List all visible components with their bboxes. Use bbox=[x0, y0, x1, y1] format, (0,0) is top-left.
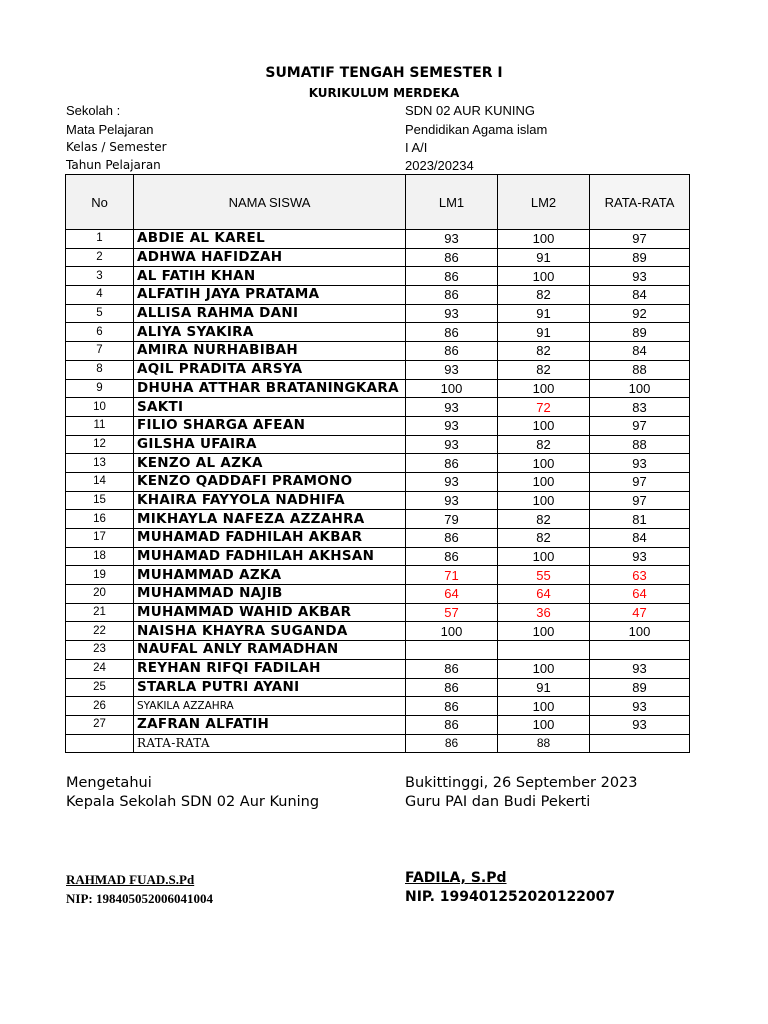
score-lm2: 100 bbox=[498, 454, 590, 473]
table-row bbox=[66, 585, 690, 604]
row-number: 25 bbox=[66, 678, 134, 697]
row-number: 9 bbox=[66, 379, 134, 398]
info-value-class: I A/I bbox=[405, 140, 428, 155]
row-number: 22 bbox=[66, 622, 134, 641]
row-number: 16 bbox=[66, 510, 134, 529]
score-average: 63 bbox=[590, 566, 690, 585]
score-lm2: 100 bbox=[498, 547, 590, 566]
score-table bbox=[65, 174, 690, 753]
table-row bbox=[66, 248, 690, 267]
score-lm2: 72 bbox=[498, 398, 590, 417]
document-subtitle: KURIKULUM MERDEKA bbox=[308, 86, 460, 100]
row-number: 11 bbox=[66, 416, 134, 435]
score-average: 89 bbox=[590, 323, 690, 342]
score-average: 97 bbox=[590, 491, 690, 510]
score-lm2: 100 bbox=[498, 379, 590, 398]
score-average: 97 bbox=[590, 416, 690, 435]
score-lm2: 64 bbox=[498, 585, 590, 604]
score-lm1: 86 bbox=[406, 547, 498, 566]
table-row bbox=[66, 603, 690, 622]
score-average: 93 bbox=[590, 715, 690, 734]
info-label-school: Sekolah : bbox=[66, 103, 121, 118]
score-lm2: 91 bbox=[498, 304, 590, 323]
score-lm1: 86 bbox=[406, 267, 498, 286]
score-lm2: 82 bbox=[498, 360, 590, 379]
table-row bbox=[66, 566, 690, 585]
student-name: KENZO QADDAFI PRAMONO bbox=[134, 472, 406, 491]
score-lm2: 100 bbox=[498, 697, 590, 716]
score-lm1: 64 bbox=[406, 585, 498, 604]
score-lm1 bbox=[406, 641, 498, 660]
score-lm1: 93 bbox=[406, 472, 498, 491]
student-name: ABDIE AL KAREL bbox=[134, 230, 406, 249]
table-row bbox=[66, 304, 690, 323]
score-lm1: 71 bbox=[406, 566, 498, 585]
row-number: 19 bbox=[66, 566, 134, 585]
score-lm2: 100 bbox=[498, 715, 590, 734]
table-row bbox=[66, 622, 690, 641]
student-name: ADHWA HAFIDZAH bbox=[134, 248, 406, 267]
student-name: STARLA PUTRI AYANI bbox=[134, 678, 406, 697]
score-lm1: 86 bbox=[406, 454, 498, 473]
score-average: 88 bbox=[590, 435, 690, 454]
teacher-name: FADILA, S.Pd bbox=[405, 870, 507, 886]
score-lm1: 57 bbox=[406, 603, 498, 622]
score-lm2: 82 bbox=[498, 286, 590, 305]
row-number: 8 bbox=[66, 360, 134, 379]
student-name: SAKTI bbox=[134, 398, 406, 417]
score-lm1: 86 bbox=[406, 659, 498, 678]
table-row bbox=[66, 472, 690, 491]
score-lm2: 100 bbox=[498, 416, 590, 435]
score-average: 88 bbox=[590, 360, 690, 379]
header-average: RATA-RATA bbox=[590, 175, 690, 230]
table-row bbox=[66, 510, 690, 529]
left-sign-line1: Mengetahui bbox=[66, 775, 152, 791]
table-footer-row bbox=[66, 734, 690, 753]
table-row bbox=[66, 659, 690, 678]
student-name: ALIYA SYAKIRA bbox=[134, 323, 406, 342]
score-lm1: 86 bbox=[406, 678, 498, 697]
score-average: 83 bbox=[590, 398, 690, 417]
score-lm1: 86 bbox=[406, 286, 498, 305]
student-name: ZAFRAN ALFATIH bbox=[134, 715, 406, 734]
student-name: AL FATIH KHAN bbox=[134, 267, 406, 286]
row-number: 1 bbox=[66, 230, 134, 249]
table-body bbox=[66, 230, 690, 735]
score-average: 93 bbox=[590, 659, 690, 678]
score-average: 81 bbox=[590, 510, 690, 529]
score-average: 84 bbox=[590, 342, 690, 361]
score-lm1: 86 bbox=[406, 248, 498, 267]
table-row bbox=[66, 454, 690, 473]
score-lm1: 86 bbox=[406, 697, 498, 716]
student-name: ALFATIH JAYA PRATAMA bbox=[134, 286, 406, 305]
score-average: 93 bbox=[590, 697, 690, 716]
score-average: 92 bbox=[590, 304, 690, 323]
score-lm2: 91 bbox=[498, 323, 590, 342]
score-lm1: 93 bbox=[406, 416, 498, 435]
header-no: No bbox=[66, 175, 134, 230]
teacher-nip: NIP. 199401252020122007 bbox=[405, 889, 616, 905]
score-lm2: 100 bbox=[498, 230, 590, 249]
score-average: 84 bbox=[590, 286, 690, 305]
table-header-row bbox=[66, 175, 690, 230]
score-average: 47 bbox=[590, 603, 690, 622]
score-average: 64 bbox=[590, 585, 690, 604]
student-name: FILIO SHARGA AFEAN bbox=[134, 416, 406, 435]
student-name: KHAIRA FAYYOLA NADHIFA bbox=[134, 491, 406, 510]
row-number: 23 bbox=[66, 641, 134, 660]
table-row bbox=[66, 360, 690, 379]
score-lm2: 82 bbox=[498, 529, 590, 548]
row-number: 5 bbox=[66, 304, 134, 323]
header-lm1: LM1 bbox=[406, 175, 498, 230]
student-name: NAUFAL ANLY RAMADHAN bbox=[134, 641, 406, 660]
right-sign-line1: Bukittinggi, 26 September 2023 bbox=[405, 775, 638, 791]
info-label-year: Tahun Pelajaran bbox=[66, 158, 161, 172]
table-row bbox=[66, 697, 690, 716]
score-average: 93 bbox=[590, 454, 690, 473]
score-lm2: 82 bbox=[498, 510, 590, 529]
score-average: 93 bbox=[590, 547, 690, 566]
footer-label: RATA-RATA bbox=[134, 734, 406, 753]
footer-no-cell bbox=[66, 734, 134, 753]
row-number: 14 bbox=[66, 472, 134, 491]
row-number: 3 bbox=[66, 267, 134, 286]
header-name: NAMA SISWA bbox=[134, 175, 406, 230]
table-row bbox=[66, 678, 690, 697]
info-value-year: 2023/20234 bbox=[405, 158, 474, 173]
score-average: 97 bbox=[590, 230, 690, 249]
table-row bbox=[66, 379, 690, 398]
score-lm1: 93 bbox=[406, 491, 498, 510]
score-lm2: 36 bbox=[498, 603, 590, 622]
student-name: NAISHA KHAYRA SUGANDA bbox=[134, 622, 406, 641]
table-row bbox=[66, 416, 690, 435]
score-lm1: 100 bbox=[406, 622, 498, 641]
student-name: MUHAMMAD WAHID AKBAR bbox=[134, 603, 406, 622]
score-lm1: 79 bbox=[406, 510, 498, 529]
row-number: 10 bbox=[66, 398, 134, 417]
row-number: 20 bbox=[66, 585, 134, 604]
score-lm1: 86 bbox=[406, 529, 498, 548]
score-lm2: 55 bbox=[498, 566, 590, 585]
principal-nip: NIP: 198405052006041004 bbox=[66, 891, 213, 906]
table-row bbox=[66, 323, 690, 342]
student-name: GILSHA UFAIRA bbox=[134, 435, 406, 454]
score-lm1: 93 bbox=[406, 398, 498, 417]
table-row bbox=[66, 491, 690, 510]
right-sign-line2: Guru PAI dan Budi Pekerti bbox=[405, 794, 591, 810]
footer-lm1-average: 86 bbox=[406, 734, 498, 753]
table-row bbox=[66, 286, 690, 305]
row-number: 15 bbox=[66, 491, 134, 510]
document-title: SUMATIF TENGAH SEMESTER I bbox=[265, 65, 503, 81]
score-lm2: 100 bbox=[498, 472, 590, 491]
table-row bbox=[66, 267, 690, 286]
row-number: 17 bbox=[66, 529, 134, 548]
score-lm1: 86 bbox=[406, 342, 498, 361]
score-lm1: 100 bbox=[406, 379, 498, 398]
score-lm2: 100 bbox=[498, 659, 590, 678]
table-row bbox=[66, 342, 690, 361]
table-row bbox=[66, 529, 690, 548]
left-sign-line2: Kepala Sekolah SDN 02 Aur Kuning bbox=[66, 794, 320, 810]
student-name: AQIL PRADITA ARSYA bbox=[134, 360, 406, 379]
table-row bbox=[66, 398, 690, 417]
student-name: SYAKILA AZZAHRA bbox=[134, 697, 406, 716]
score-average bbox=[590, 641, 690, 660]
score-lm2: 100 bbox=[498, 267, 590, 286]
info-value-subject: Pendidikan Agama islam bbox=[405, 122, 548, 137]
info-value-school: SDN 02 AUR KUNING bbox=[405, 103, 536, 118]
row-number: 24 bbox=[66, 659, 134, 678]
row-number: 6 bbox=[66, 323, 134, 342]
score-lm1: 93 bbox=[406, 304, 498, 323]
score-lm1: 86 bbox=[406, 323, 498, 342]
student-name: MUHAMAD FADHILAH AKHSAN bbox=[134, 547, 406, 566]
student-name: ALLISA RAHMA DANI bbox=[134, 304, 406, 323]
score-lm1: 93 bbox=[406, 230, 498, 249]
table-row bbox=[66, 230, 690, 249]
table-row bbox=[66, 435, 690, 454]
score-average: 93 bbox=[590, 267, 690, 286]
row-number: 21 bbox=[66, 603, 134, 622]
info-label-subject: Mata Pelajaran bbox=[66, 122, 154, 137]
table-row bbox=[66, 641, 690, 660]
table-row bbox=[66, 715, 690, 734]
student-name: MIKHAYLA NAFEZA AZZAHRA bbox=[134, 510, 406, 529]
row-number: 18 bbox=[66, 547, 134, 566]
score-average: 89 bbox=[590, 678, 690, 697]
footer-overall-average bbox=[590, 734, 690, 753]
score-average: 97 bbox=[590, 472, 690, 491]
score-lm2: 91 bbox=[498, 678, 590, 697]
student-name: MUHAMAD FADHILAH AKBAR bbox=[134, 529, 406, 548]
score-lm2: 82 bbox=[498, 342, 590, 361]
score-average: 100 bbox=[590, 379, 690, 398]
row-number: 13 bbox=[66, 454, 134, 473]
score-average: 89 bbox=[590, 248, 690, 267]
student-name: AMIRA NURHABIBAH bbox=[134, 342, 406, 361]
score-average: 100 bbox=[590, 622, 690, 641]
info-label-class: Kelas / Semester bbox=[66, 140, 167, 154]
score-lm2: 100 bbox=[498, 622, 590, 641]
score-average: 84 bbox=[590, 529, 690, 548]
row-number: 26 bbox=[66, 697, 134, 716]
row-number: 27 bbox=[66, 715, 134, 734]
row-number: 4 bbox=[66, 286, 134, 305]
score-lm2: 100 bbox=[498, 491, 590, 510]
row-number: 7 bbox=[66, 342, 134, 361]
student-name: MUHAMMAD NAJIB bbox=[134, 585, 406, 604]
score-lm2 bbox=[498, 641, 590, 660]
student-name: DHUHA ATTHAR BRATANINGKARA bbox=[134, 379, 406, 398]
principal-name: RAHMAD FUAD.S.Pd bbox=[66, 872, 195, 887]
score-lm1: 93 bbox=[406, 360, 498, 379]
student-name: MUHAMMAD AZKA bbox=[134, 566, 406, 585]
student-name: KENZO AL AZKA bbox=[134, 454, 406, 473]
table-row bbox=[66, 547, 690, 566]
score-lm1: 93 bbox=[406, 435, 498, 454]
footer-lm2-average: 88 bbox=[498, 734, 590, 753]
student-name: REYHAN RIFQI FADILAH bbox=[134, 659, 406, 678]
row-number: 2 bbox=[66, 248, 134, 267]
score-lm2: 82 bbox=[498, 435, 590, 454]
score-lm1: 86 bbox=[406, 715, 498, 734]
row-number: 12 bbox=[66, 435, 134, 454]
score-lm2: 91 bbox=[498, 248, 590, 267]
header-lm2: LM2 bbox=[498, 175, 590, 230]
